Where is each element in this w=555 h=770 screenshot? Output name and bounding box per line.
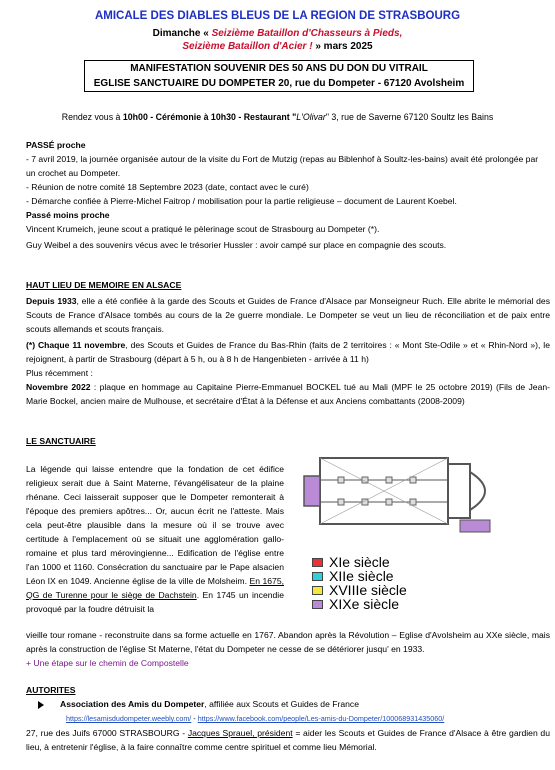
passe-item-5: Guy Weibel a des souvenirs vécus avec le trésorier Hussler : avoir campé sur place en compagnie des scouts. <box>26 240 447 250</box>
plan-transept <box>448 464 470 518</box>
event-title-line-2: EGLISE SANCTUAIRE DU DOMPETER 20, rue du Dompeter - 67120 Avolsheim <box>93 78 465 89</box>
autorites-section <box>26 683 550 754</box>
restaurant-name: L'Olivar <box>296 112 326 122</box>
asterisk: (*) <box>26 340 38 350</box>
chaque-11-novembre: Chaque 11 novembre <box>37 340 126 350</box>
association-name: Association des Amis du Dompeter <box>60 699 205 709</box>
association-line <box>26 697 550 711</box>
sanctuaire-text-1-end: . En 1745 un incendie provoqué par la foudre détruisit la <box>26 590 284 614</box>
passe-title: PASSÉ proche <box>26 140 86 150</box>
sanctuaire-title: LE SANCTUAIRE <box>26 436 96 446</box>
arrow-bullet-icon <box>38 701 44 709</box>
legend-item-18th: XVIIIe siècle <box>312 583 407 597</box>
legend-swatch <box>312 586 323 595</box>
sanctuaire-text-1: La légende qui laisse entendre que la fondation de cet édifice religieux serait due à Saint Materne, l'évangélisateur de la plaine rhénane. Ceci laisserait supposer que le Dompeter remonterait à l'époque des premiers apôtres... Or, aucun écrit ne l'atteste. Mais cela peut-être plausible dans la mesure où il se trouve avec certitude à l'emplacement où se situait une agglomération gallo-romaine et plus tard mérovingienne... Edification de l'église entre l'an 1000 et 1160. Consécration du sanctuaire par le Pape alsacien Léon IX en 1049. Ancienne église de la ville de Molsheim. <box>26 464 284 586</box>
association-mission: = aider les Scouts et Guides de France d'Alsace à être gardien du lieu, à entretenir l'église, à la faire connaître comme centre spirituel et comme lieu Mémorial. <box>26 728 550 752</box>
bataillon-line-2: Seizième Bataillon d'Acier ! <box>182 41 313 52</box>
passe-item-1: - 7 avril 2019, la journée organisée autour de la visite du Fort de Mutzig (repas au Biblenhof à Soultz-les-bains) avait été prolongée par un crochet au Dompeter. <box>26 154 539 178</box>
sunday-text: Dimanche « <box>152 28 209 39</box>
month-year: » mars 2025 <box>315 41 373 52</box>
compostelle-note: + Une étape sur le chemin de Compostelle <box>26 658 189 668</box>
link-separator: - <box>191 714 198 723</box>
haut-lieu-text-1: , elle a été confiée à la garde des Scouts et Guides de France d'Alsace par Monseigneur Ruch. Elle abrite le mémorial des Scouts de France d'Alsace tombés au cours de la 2e guerre mondiale. Le Dompeter se veut un lieu de réconciliation et de paix entre scouts allemands et scouts français. <box>26 296 550 334</box>
address-line <box>26 726 550 754</box>
links-line <box>26 711 550 726</box>
organization-title: AMICALE DES DIABLES BLEUS DE LA REGION DE STRASBOURG <box>94 10 461 22</box>
haut-lieu-paragraph-3 <box>26 380 550 408</box>
sanctuaire-paragraph-1 <box>26 462 284 616</box>
haut-lieu-paragraph-2 <box>26 338 550 366</box>
event-title-line-1: MANIFESTATION SOUVENIR DES 50 ANS DU DON DU VITRAIL <box>130 63 428 74</box>
depuis-1933: Depuis 1933 <box>26 296 77 306</box>
facebook-link[interactable]: https://www.facebook.com/people/Les-amis-du-Dompeter/100068931435060/ <box>197 714 445 723</box>
ceremony-time: 10h30 <box>210 112 236 122</box>
plus-recemment: Plus récemment : <box>26 368 93 378</box>
legend-swatch <box>312 558 323 567</box>
sanctuaire-text-2: vieille tour romane - reconstruite dans sa forme actuelle en 1767. Abandon après la Révolution – Eglise d'Avolsheim au XXe siècle, mais après la construction de l'église St Materne, l'état du Dompeter ne cesse de se détériorer jusqu' en 1933. <box>26 630 550 654</box>
sanctuaire-paragraph-2 <box>26 628 550 670</box>
passe-moins-title: Passé moins proche <box>26 210 110 220</box>
president-name: Jacques Sprauel, président <box>187 728 293 738</box>
schedule-line <box>0 112 555 122</box>
restaurant-address: " 3, rue de Saverne 67120 Soultz les Bains <box>325 112 494 122</box>
haut-lieu-paragraph-1 <box>26 294 550 336</box>
passe-item-3: - Démarche confiée à Pierre-Michel Faitrop / mobilisation pour la partie religieuse – document de Laurent Koebel. <box>26 196 457 206</box>
haut-lieu-title: HAUT LIEU DE MEMOIRE EN ALSACE <box>26 280 182 290</box>
haut-lieu-text-2: , des Scouts et Guides de France du Bas-Rhin (faits de 2 territoires : « Mont Ste-Odile » et « Rhin-Nord »), le rejoignent, à partir de Strasbourg (départ à 5 h, ou à 8 h de Hangenbieten - arrivée à 11 h) <box>26 340 550 364</box>
century-legend <box>312 555 407 611</box>
novembre-2022: Novembre 2022 <box>26 382 91 392</box>
association-affiliation: , affiliée aux Scouts et Guides de France <box>204 699 359 709</box>
legend-item-11th: XIe siècle <box>312 555 407 569</box>
website-link[interactable]: https://lesamisdudompeter.weebly.com/ <box>66 714 192 723</box>
haut-lieu-text-3: : plaque en hommage au Capitaine Pierre-Emmanuel BOCKEL tué au Mali (MPF le 25 octobre 2019) (Fils de Jean-Marie Bockel, ancien maire de Mulhouse, et secrétaire d'État à la Défense et aux Anciens combattants (2008-2009) <box>26 382 550 406</box>
church-floor-plan <box>300 440 550 540</box>
autorites-title: AUTORITES <box>26 685 76 695</box>
event-date-line <box>0 27 555 53</box>
passe-item-4: Vincent Krumeich, jeune scout a pratiqué le pèlerinage scout de Strasbourg au Dompeter (*). <box>26 224 380 234</box>
plan-tower <box>304 476 320 506</box>
plan-annex <box>460 520 490 532</box>
plan-apse <box>470 472 485 510</box>
schedule-text-c: - Restaurant " <box>235 112 297 122</box>
meeting-time: 10h00 <box>122 112 148 122</box>
schedule-text-b: - Cérémonie à <box>147 112 211 122</box>
schedule-text-a: Rendez vous à <box>61 112 123 122</box>
legend-item-12th: XIIe siècle <box>312 569 407 583</box>
haut-lieu-section <box>26 278 550 408</box>
passe-item-2: - Réunion de notre comité 18 Septembre 2023 (date, contact avec le curé) <box>26 182 309 192</box>
turenne-qg: En 1675, QG de Turenne pour le siège de Dachstein <box>26 576 285 600</box>
legend-swatch <box>312 572 323 581</box>
passe-section <box>26 138 550 252</box>
legend-item-19th: XIXe siècle <box>312 597 407 611</box>
legend-swatch <box>312 600 323 609</box>
bataillon-line-1: Seizième Bataillon d'Chasseurs à Pieds, <box>211 28 403 39</box>
event-title-box <box>84 60 474 92</box>
association-address: 27, rue des Juifs 67000 STRASBOURG - <box>26 728 188 738</box>
